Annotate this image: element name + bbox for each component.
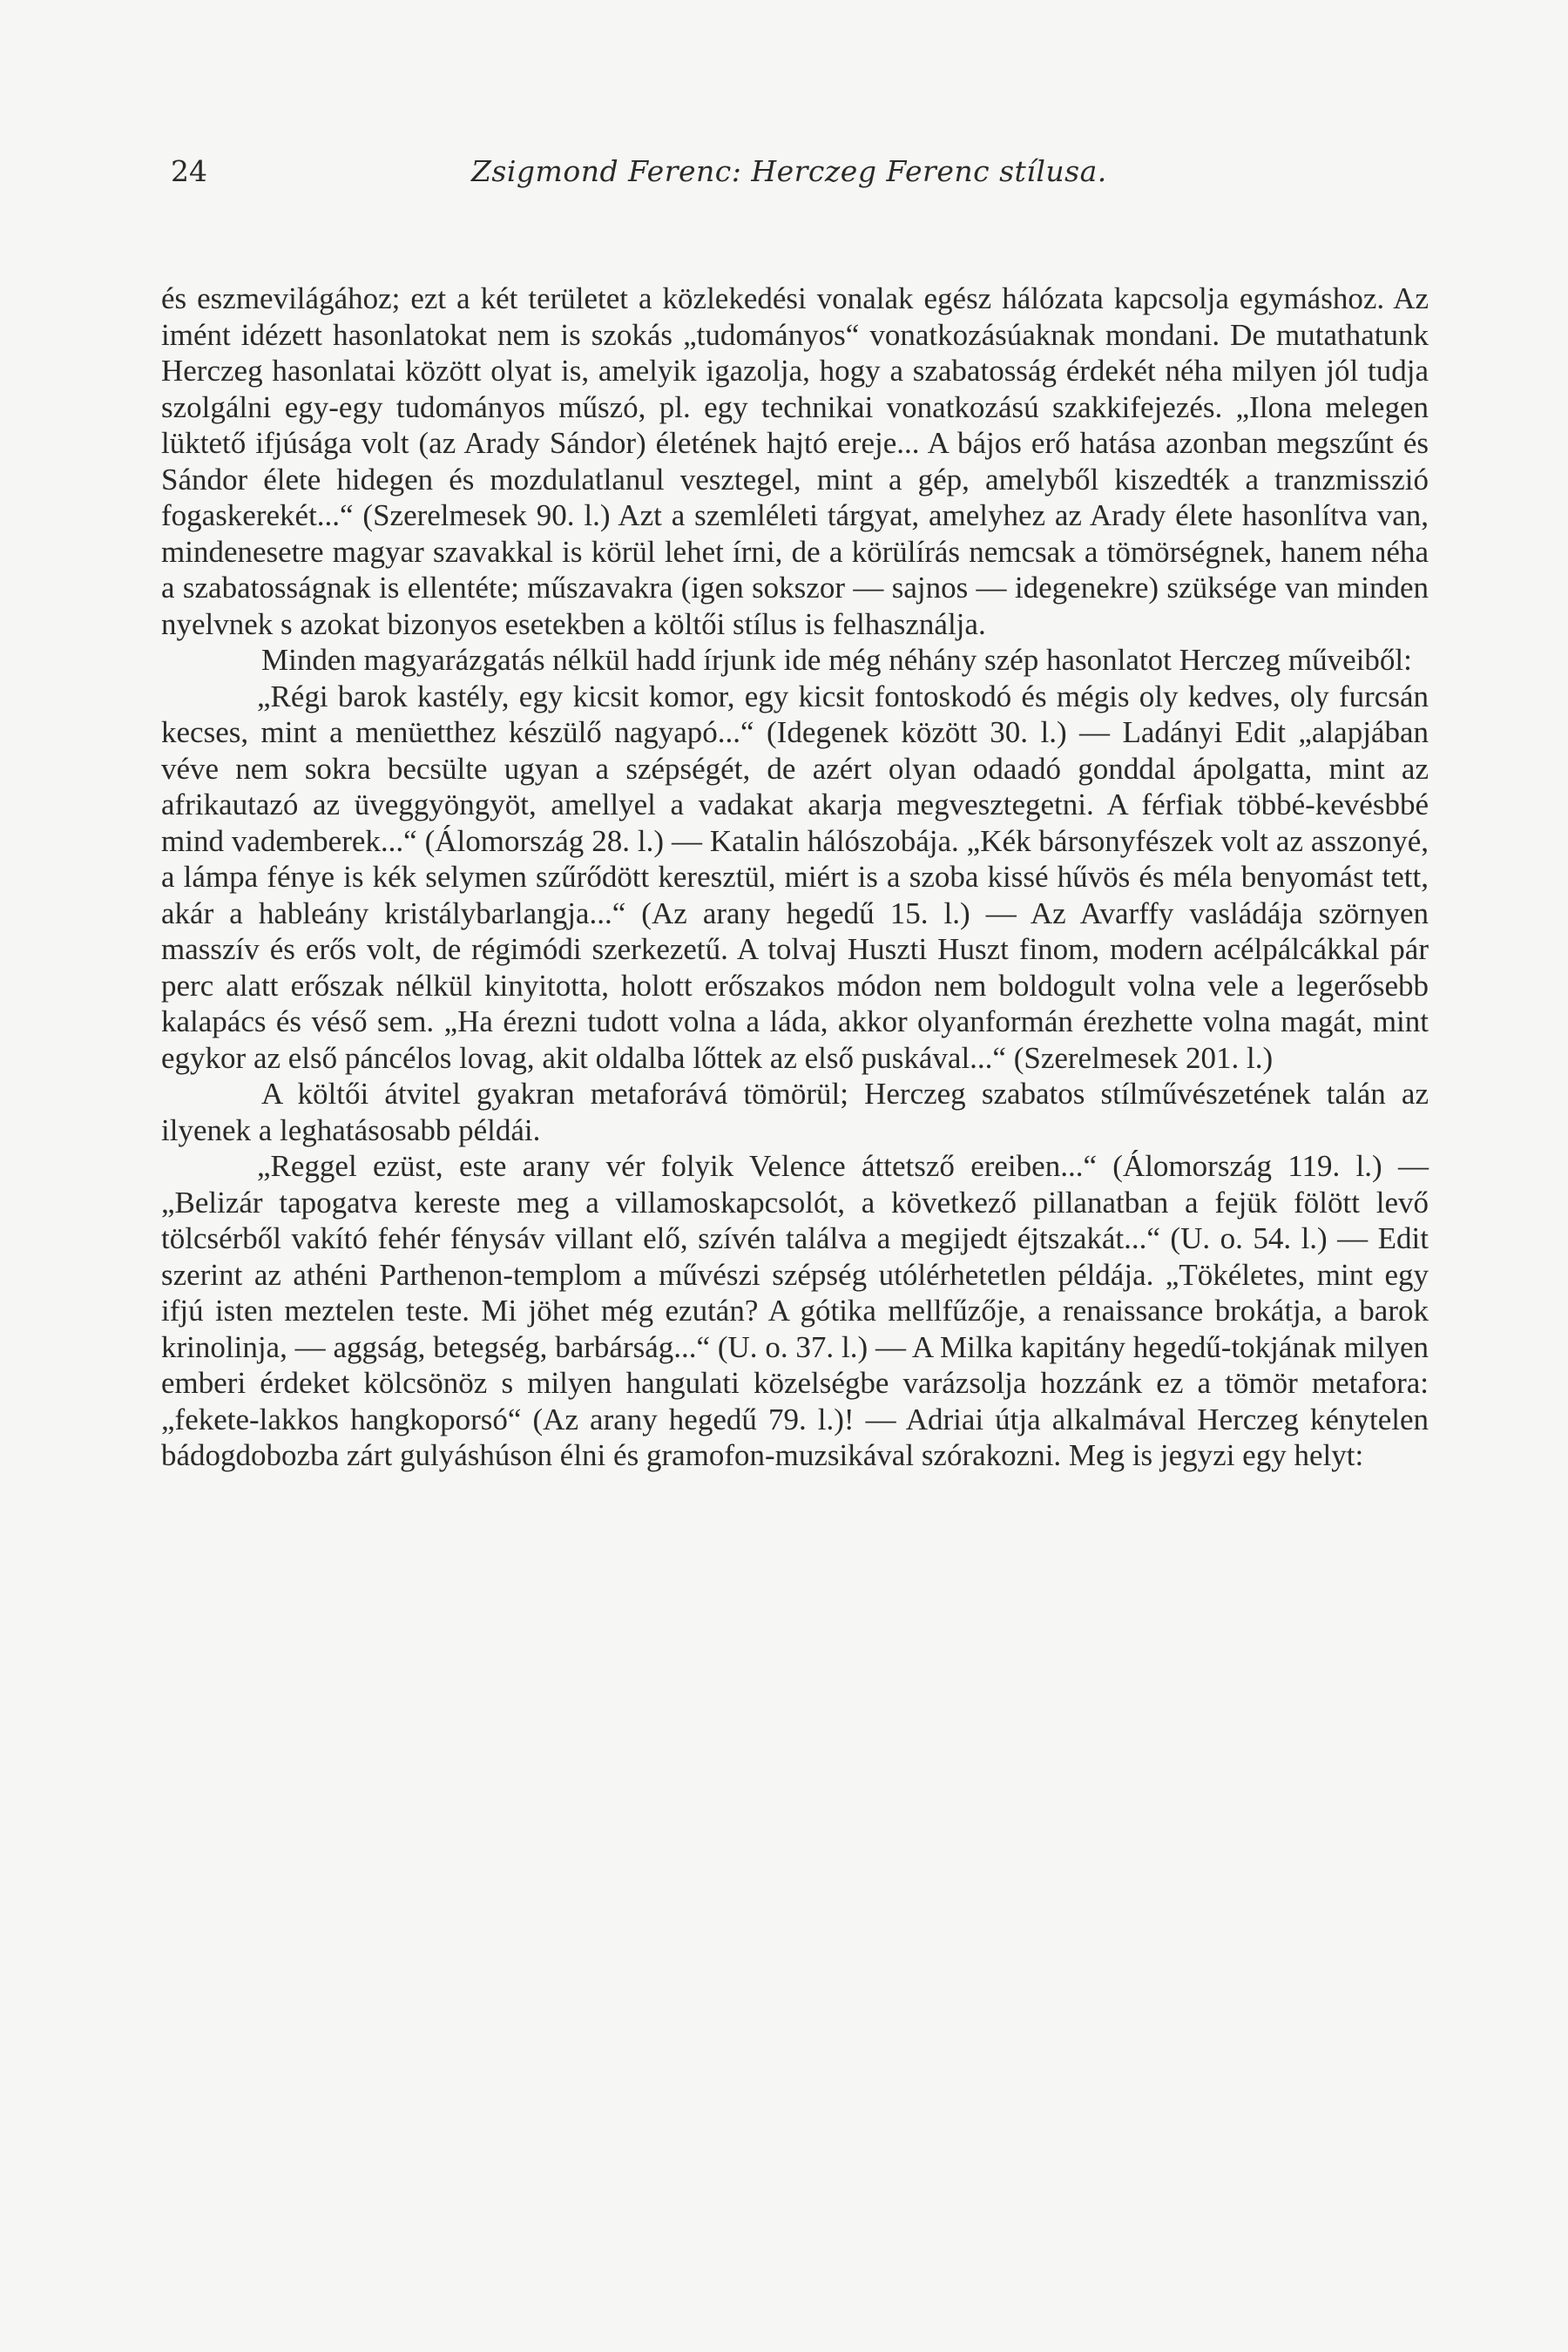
- paragraph-continuation: és eszmevilágához; ezt a két területet a közlekedési vonalak egész hálózata kapcsolja egymáshoz. Az imént idézett hasonlatokat nem is szokás „tudományos“ vonatkozásúaknak mondani. De mutathatunk Herczeg hasonlatai között olyat is, amelyik igazolja, hogy a szabatosság érdekét néha milyen jól tudja szolgálni egy-egy tudományos műszó, pl. egy technikai vonatkozású szakkifejezés. „Ilona melegen lüktető ifjúsága volt (az Arady Sándor) életének hajtó ereje... A bájos erő hatása azonban megszűnt és Sándor élete hidegen és mozdulatlanul vesztegel, mint a gép, amelyből kiszedték a tranzmisszió fogaskerekét...“ (Szerelmesek 90. l.) Azt a szemléleti tárgyat, amelyhez az Arady élete hasonlítva van, mindenesetre magyar szavakkal is körül lehet írni, de a körülírás nemcsak a tömörségnek, hanem néha a szabatosságnak is ellentéte; műszavakra (igen sokszor — sajnos — idegenekre) szüksége van minden nyelvnek s azokat bizonyos esetekben a költői stílus is felhasználja.: [161, 281, 1429, 641]
- running-title: Zsigmond Ferenc: Herczeg Ferenc stílusa.: [471, 154, 1107, 188]
- paragraph-similes: „Régi barok kastély, egy kicsit komor, egy kicsit fontoskodó és mégis oly kedves, oly furcsán kecses, mint a menüetthez készülő nagyapó...“ (Idegenek között 30. l.) — Ladányi Edit „alapjában véve nem sokra becsülte ugyan a szépségét, de azért olyan odaadó gonddal ápolgatta, mint az afrikautazó az üveggyöngyöt, amellyel a vadakat akarja megvesztegetni. A férfiak többé-kevésbbé mind vademberek...“ (Álomország 28. l.) — Katalin hálószobája. „Kék bársonyfészek volt az asszonyé, a lámpa fénye is kék selymen szűrődött keresztül, miért is a szoba kissé hűvös és méla benyomást tett, akár a hableány kristálybarlangja...“ (Az arany hegedű 15. l.) — Az Avarffy vasládája szörnyen masszív és erős volt, de régimódi szerkezetű. A tolvaj Huszti Huszt finom, modern acélpálcákkal pár perc alatt erőszak nélkül kinyitotta, holott erőszakos módon nem boldogult volna vele a legerősebb kalapács és véső sem. „Ha érezni tudott volna a láda, akkor olyanformán érezhette volna magát, mint egykor az első páncélos lovag, akit oldalba lőttek az első puskával...“ (Szerelmesek 201. l.): [161, 679, 1429, 1075]
- page-number: 24: [171, 154, 207, 188]
- paragraph-metaphors: „Reggel ezüst, este arany vér folyik Velence áttetsző ereiben...“ (Álomország 119. l.) — „Belizár tapogatva kereste meg a villamoskapcsolót, a következő pillanatban a fejük fölött levő tölcsérből vakító fehér fénysáv villant elő, szívén találva a megijedt éjtszakát...“ (U. o. 54. l.) — Edit szerint az athéni Parthenon-templom a művészi szépség utólérhetetlen példája. „Tökéletes, mint egy ifjú isten meztelen teste. Mi jöhet még ezután? A gótika mellfűzője, a renaissance brokátja, a barok krinolinja, — aggság, betegség, barbárság...“ (U. o. 37. l.) — A Milka kapitány hegedű-tokjának milyen emberi érdeket kölcsönöz s milyen hangulati közelségbe varázsolja hozzánk ez a tömör metafora: „fekete-lakkos hangkoporsó“ (Az arany hegedű 79. l.)! — Adriai útja alkalmával Herczeg kénytelen bádogdobozba zárt gulyáshúson élni és gramofon-muzsikával szórakozni. Meg is jegyzi egy helyt:: [161, 1149, 1429, 1472]
- running-head: [171, 150, 1434, 193]
- paragraph-intro: Minden magyarázgatás nélkül hadd írjunk ide még néhány szép hasonlatot Herczeg műveiből:: [261, 643, 1412, 677]
- body-text: [161, 280, 1429, 1474]
- paragraph-metaphor-intro: A költői átvitel gyakran metaforává tömörül; Herczeg szabatos stílművészetének talán az ilyenek a leghatásosabb példái.: [161, 1077, 1429, 1147]
